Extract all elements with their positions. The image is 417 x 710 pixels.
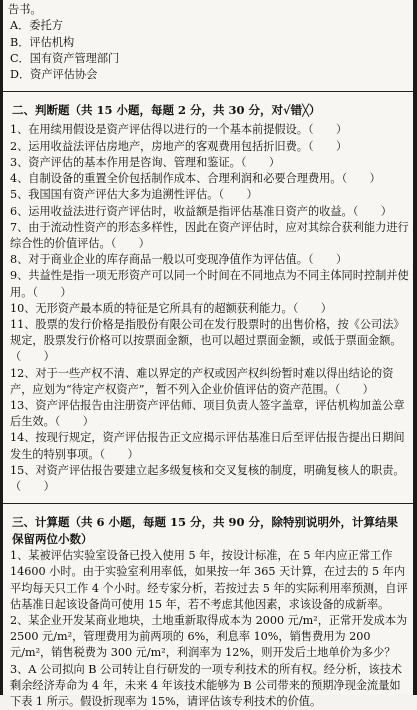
- calc-section-header: 三、计算题（共 6 小题，每题 15 分，共 90 分，除特别说明外，计算结果保留两位小数）: [12, 515, 399, 547]
- judgment-item-9: 9、共益性是指一项无形资产可以同一个时间在不同地点为不同主体同时控制并使用。（ ）: [10, 269, 409, 299]
- judgment-item-11: 11、股票的发行价格是指股份有限公司在发行股票时的出售价格，按《公司法》规定，股票发行价格可以按票面金额，也可以超过票面金额，或低于票面金额。（ ）: [10, 317, 405, 364]
- page-border-left: [0, 0, 3, 695]
- judgment-item-5: 5、我国国有资产评估大多为追溯性评估。（ ）: [10, 188, 258, 202]
- calc-item-1: 1、某被评估实验室设备已投入使用 5 年，按设计标准，在 5 年内应正常工作 14600 小时。由于实验室利用率低，如果按一年 365 天计算，在过去的 5 年内平均每天只工作 4 个小时。经专家分析，若按过去 5 年的实际利用率预测，自评估基准日起该设备尚可使用 15 年，若不考虑其他因素，求该设备的成新率。: [10, 549, 408, 611]
- page-border-right: [413, 0, 417, 695]
- judgment-section-header: 二、判断题（共 15 小题，每题 2 分，共 30 分，对√错╳）: [12, 103, 321, 118]
- judgment-item-1: 1、在用续用假设是资产评估得以进行的一个基本前提假设。（ ）: [10, 123, 348, 137]
- judgment-item-3: 3、资产评估的基本作用是咨询、管理和鉴证。（ ）: [10, 155, 281, 169]
- judgment-item-4: 4、自制设备的重置全价包括制作成本、合理利润和必要合理费用。（ ）: [10, 172, 381, 186]
- choice-option-c: C．国有资产管理部门: [10, 51, 120, 65]
- section-divider: [0, 91, 417, 92]
- judgment-item-6: 6、运用收益法进行资产评估时，收益额是指评估基准日资产的收益。（ ）: [10, 204, 392, 218]
- judgment-item-8: 8、对于商业企业的库存商品一般以可变现净值作为评估值。（ ）: [10, 253, 348, 267]
- choice-option-b: B．评估机构: [10, 35, 75, 49]
- section-divider: [0, 503, 417, 504]
- judgment-item-12: 12、对于一些产权不清、难以界定的产权或因产权纠纷暂时难以得出结论的资产，应划为“待定产权资产”，暂不列入企业价值评估的资产范围。（ ）: [10, 366, 394, 396]
- calc-item-2: 2、某企业开发某商业地块，土地重新取得成本为 2000 元/m²，正常开发成本为 2500 元/m²，管理费用为前两项的 6%，利息率 10%，销售费用为 200 元/m²，销售税费为 300 元/m²，利润率为 12%，则开发后土地单价为多少？: [10, 613, 408, 660]
- judgment-item-10: 10、无形资产最本质的特征是它所具有的超额获利能力。（ ）: [10, 301, 332, 315]
- calc-item-3: 3、A 公司拟向 B 公司转让自行研发的一项专利技术的所有权。经分析，该技术剩余经济寿命为 4 年，未来 4 年该技术能够为 B 公司带来的预期净现金流量如下表 1 所示。假设折现率为 15%，请评估该专利技术的价值。: [10, 662, 403, 708]
- judgment-item-7: 7、由于流动性资产的形态多样性，因此在资产评估时，应对其综合获利能力进行综合性的价值评估。（ ）: [10, 220, 409, 250]
- judgment-item-14: 14、按现行规定，资产评估报告正文应揭示评估基准日后至评估报告提出日期间发生的特别事项。（ ）: [10, 431, 405, 461]
- choice-option-d: D．资产评估协会: [10, 68, 98, 82]
- choice-option-a: A．委托方: [10, 19, 63, 33]
- question-tail-text: 告书。: [8, 3, 42, 16]
- judgment-item-13: 13、资产评估报告由注册资产评估师、项目负责人签字盖章，评估机构加盖公章后生效。（ ）: [10, 398, 405, 429]
- judgment-item-2: 2、运用收益法评估房地产，房地产的客观费用包括折旧费。（ ）: [10, 139, 348, 153]
- judgment-item-15: 15、对资产评估报告要建立起多级复核和交叉复核的制度，明确复核人的职责。（ ）: [10, 463, 405, 493]
